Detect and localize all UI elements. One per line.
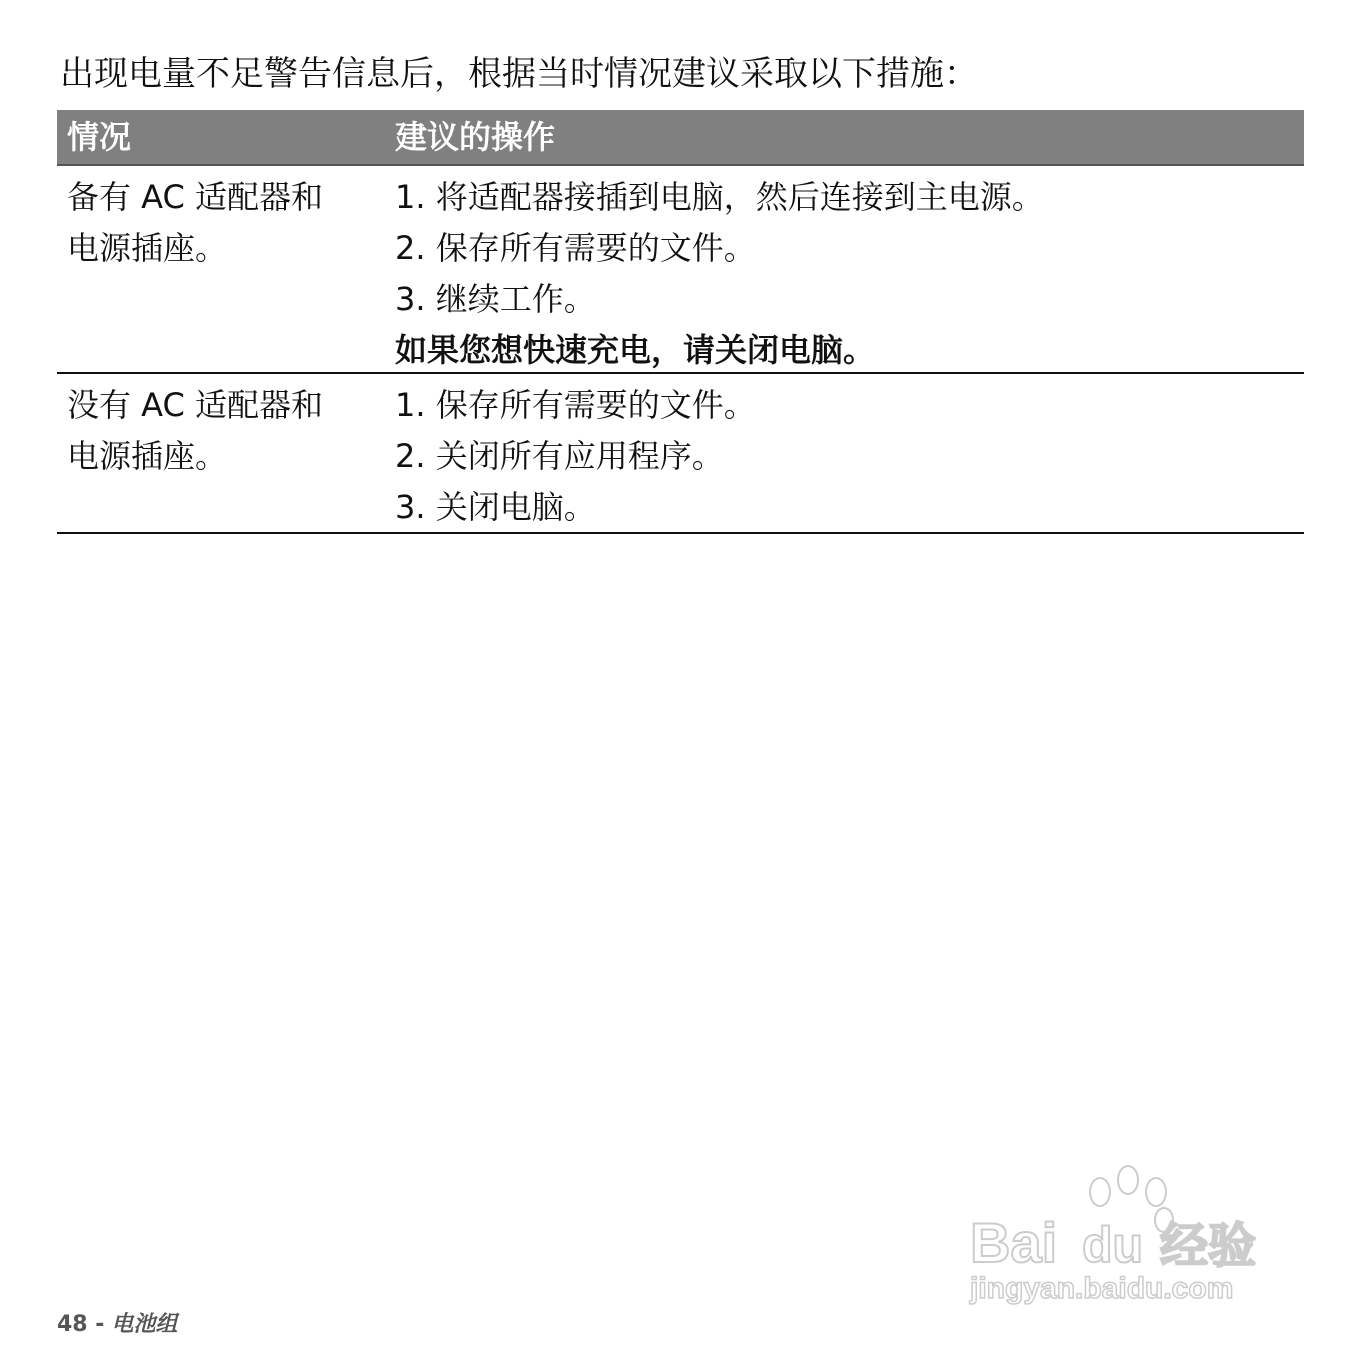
table-row — [57, 166, 1304, 374]
header-situation: 情况 — [67, 118, 132, 156]
situation-cell — [57, 380, 395, 532]
action-step: 3. 继续工作。 — [395, 280, 596, 318]
watermark-url: jingyan.baidu.com — [970, 1272, 1234, 1305]
action-step: 3. 关闭电脑。 — [395, 488, 596, 526]
situation-line: 电源插座。 — [67, 437, 228, 475]
situation-line: 没有 AC 适配器和 — [67, 386, 324, 424]
section-title: 电池组 — [111, 1312, 178, 1337]
situation-line: 备有 AC 适配器和 — [67, 178, 324, 216]
action-step: 2. 保存所有需要的文件。 — [395, 229, 756, 267]
action-note: 如果您想快速充电，请关闭电脑。 — [395, 331, 876, 369]
baidu-watermark-logo — [960, 1150, 1290, 1320]
action-step: 1. 保存所有需要的文件。 — [395, 386, 756, 424]
header-actions: 建议的操作 — [395, 118, 556, 156]
action-step: 1. 将适配器接插到电脑，然后连接到主电源。 — [395, 178, 1044, 216]
situation-cell — [57, 172, 395, 372]
table-row — [57, 374, 1304, 534]
action-step: 2. 关闭所有应用程序。 — [395, 437, 724, 475]
page-number: 48 - — [57, 1312, 105, 1337]
actions-cell — [395, 380, 1304, 532]
intro-text: 出现电量不足警告信息后，根据当时情况建议采取以下措施： — [60, 54, 978, 94]
situation-line: 电源插座。 — [67, 229, 228, 267]
watermark-brand-cn: 经验 — [1160, 1220, 1257, 1273]
page-footer — [57, 1310, 177, 1340]
watermark-brand-right: du — [1082, 1217, 1144, 1273]
watermark-brand-left: Bai — [970, 1211, 1058, 1274]
table-header — [57, 110, 1304, 166]
actions-cell — [395, 172, 1304, 372]
battery-warning-table — [57, 110, 1304, 534]
